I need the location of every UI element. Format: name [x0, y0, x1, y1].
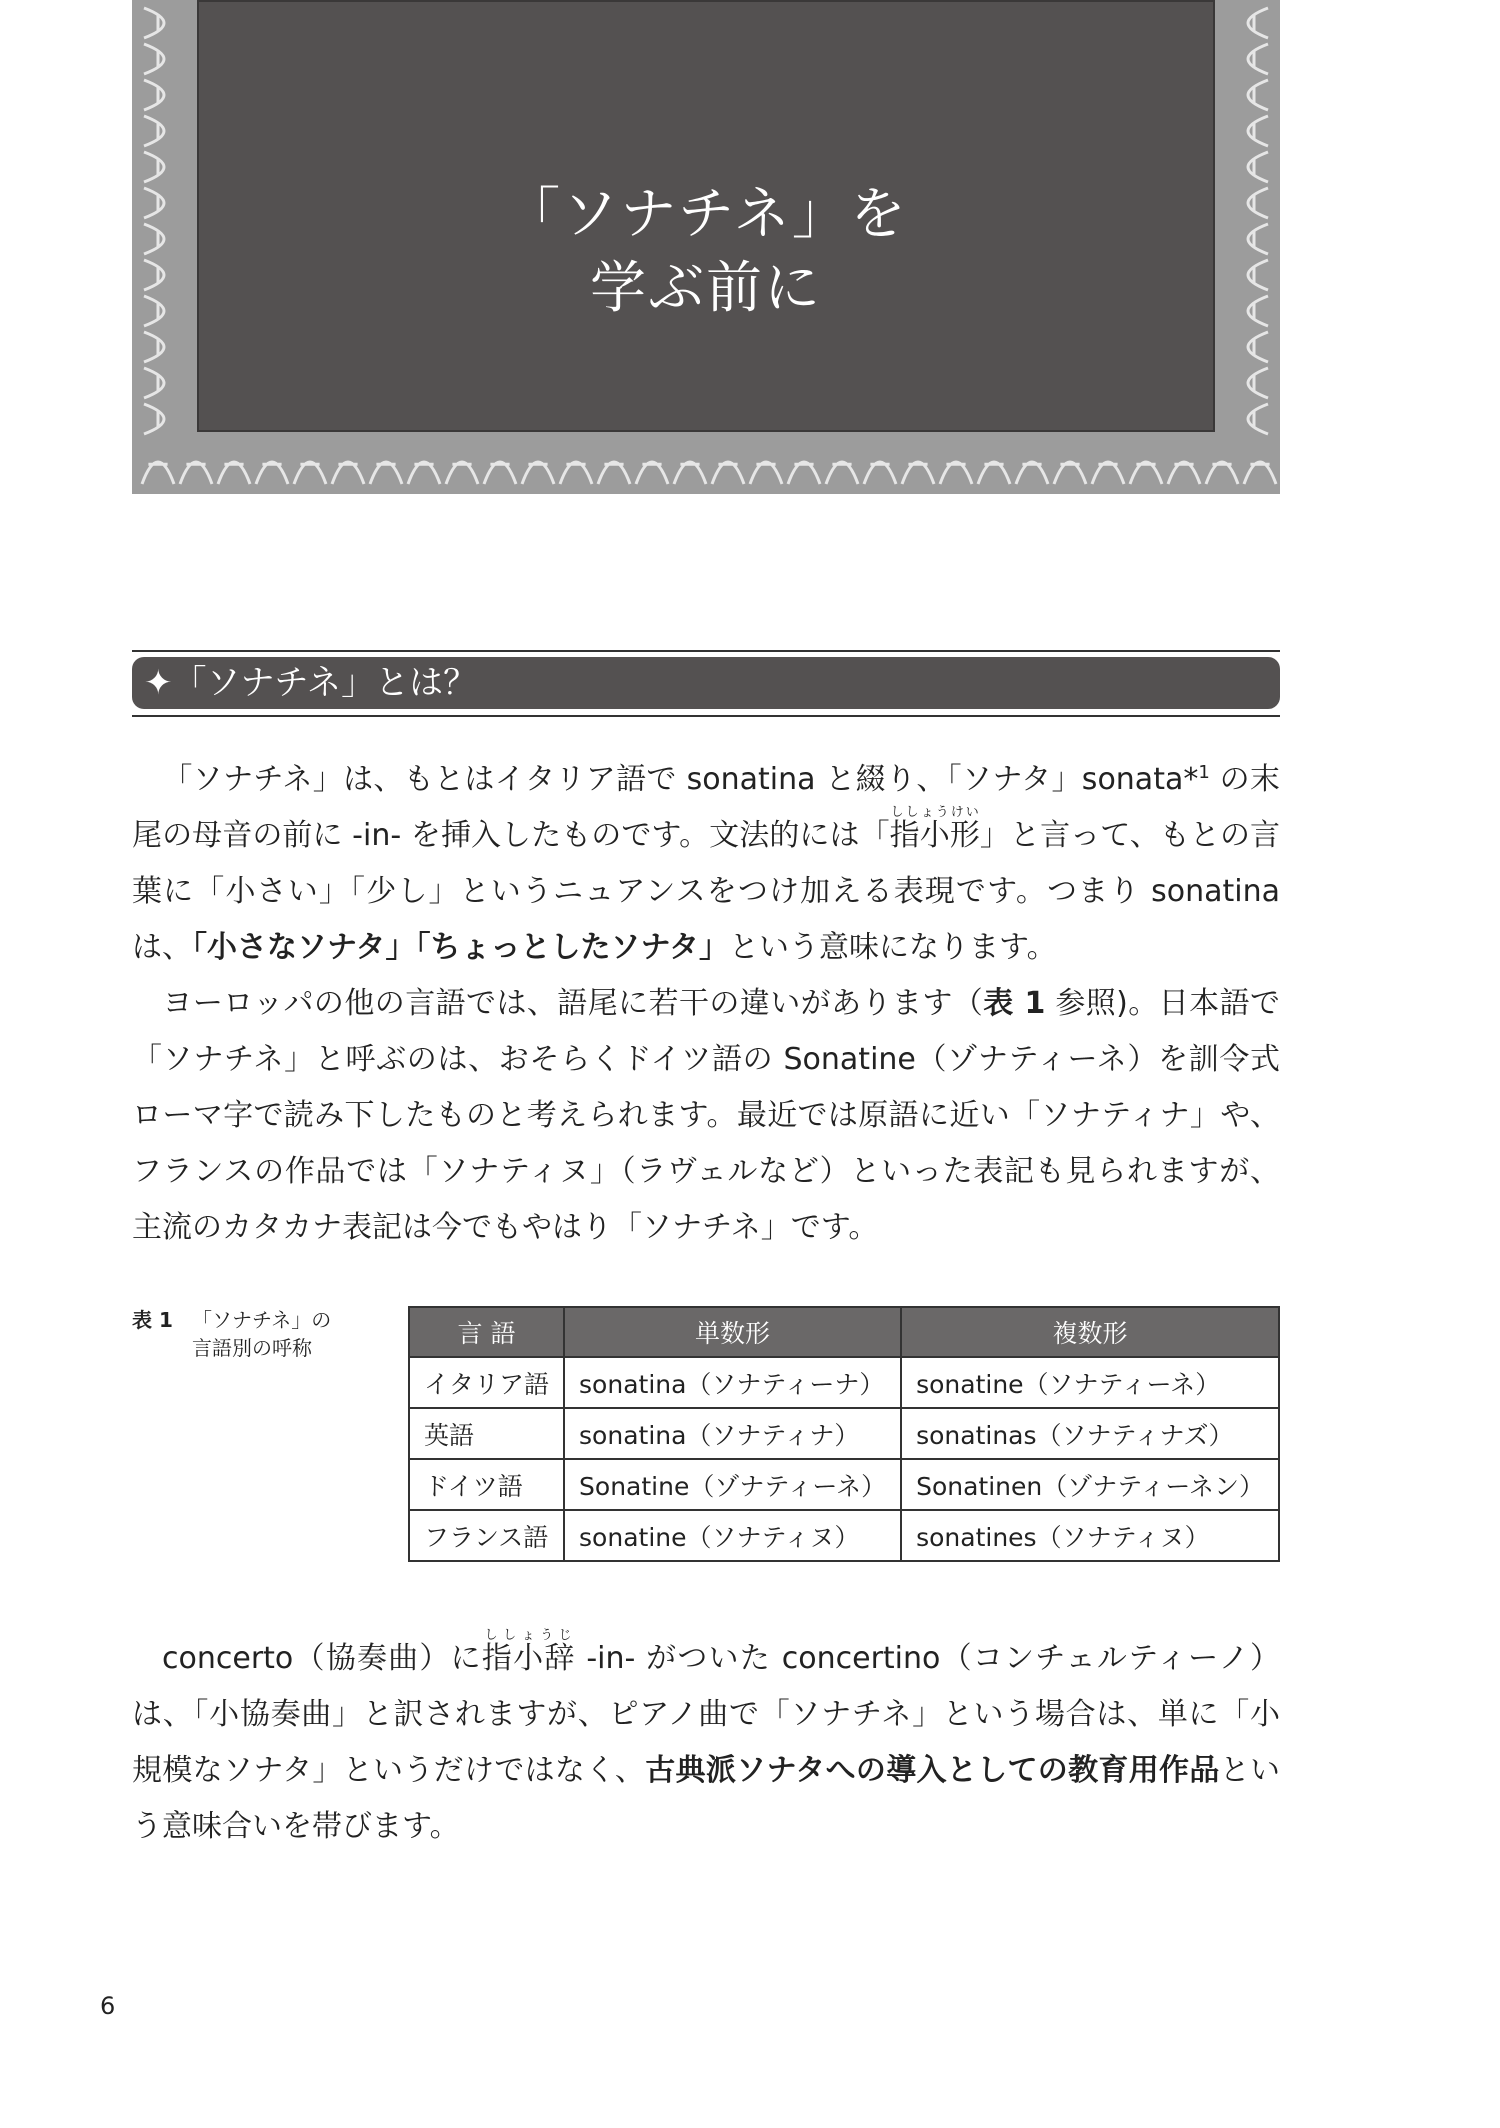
table-row: [409, 1459, 1279, 1510]
table-caption-label: 表 1: [132, 1308, 173, 1332]
section-rule-top: [132, 650, 1280, 652]
cell-language: 英語: [409, 1408, 564, 1459]
table-row: [409, 1408, 1279, 1459]
table-header-row: [409, 1307, 1279, 1357]
sparkle-icon: ✦: [144, 663, 173, 703]
p1-text-1: 「ソナチネ」は、もとはイタリア語で sonatina と綴り、「ソナタ」sonata*: [162, 762, 1199, 797]
p2-text-1: ヨーロッパの他の言語では、語尾に若干の違いがあります（: [162, 986, 984, 1021]
cell-singular: sonatina（ソナティーナ）: [564, 1357, 901, 1408]
chapter-title-line1: 「ソナチネ」を: [504, 182, 908, 247]
cell-language: フランス語: [409, 1510, 564, 1561]
banner-panel: [197, 0, 1215, 432]
paragraph-1: [132, 752, 1280, 976]
footnote-marker: 1: [1198, 762, 1210, 783]
table-row: [409, 1357, 1279, 1408]
chapter-title-line2: 学ぶ前に: [590, 256, 822, 321]
cell-singular: Sonatine（ゾナティーネ）: [564, 1459, 901, 1510]
p3-text-3: という意味合いを帯びます。: [132, 1753, 1281, 1844]
section-heading-bar: [132, 657, 1280, 709]
page-number: 6: [100, 1992, 116, 2020]
section-heading: 「ソナチネ」とは？: [172, 663, 478, 703]
section-rule-bottom: [132, 715, 1280, 717]
table-caption: [132, 1306, 362, 1362]
cell-language: ドイツ語: [409, 1459, 564, 1510]
cell-singular: sonatina（ソナティナ）: [564, 1408, 901, 1459]
p1-text-2: の末尾の母音の前に -in- を挿入したものです。文法的には「: [132, 762, 1280, 853]
cell-plural: sonatines（ソナティヌ）: [901, 1510, 1279, 1561]
paragraph-2: [132, 976, 1280, 1256]
cell-plural: Sonatinen（ゾナティーネン）: [901, 1459, 1279, 1510]
table-row: [409, 1510, 1279, 1561]
paragraph-3: [132, 1628, 1280, 1855]
p1-bold: 「小さなソナタ」「ちょっとしたソナタ」: [192, 930, 729, 965]
header-language: 言 語: [409, 1307, 564, 1357]
p2-table-ref: 表 1: [983, 986, 1046, 1021]
chapter-banner: [132, 0, 1280, 494]
p3-text-1: concerto（協奏曲）に: [162, 1641, 482, 1676]
p3-text-2: -in- がついた concertino（コンチェルティーノ）は、「小協奏曲」と訳されますが、ピアノ曲で「ソナチネ」という場合は、単に「小規模なソナタ」というだけではなく、: [132, 1641, 1281, 1788]
chapter-title: [197, 178, 1215, 326]
ruby-shishouji: 指小辞ししょうじ: [481, 1628, 576, 1676]
header-singular: 単数形: [564, 1307, 901, 1357]
cell-language: イタリア語: [409, 1357, 564, 1408]
cell-plural: sonatine（ソナティーネ）: [901, 1357, 1279, 1408]
p2-text-2: 参照)。日本語で「ソナチネ」と呼ぶのは、おそらくドイツ語の Sonatine（ゾナティーネ）を訓令式ローマ字で読み下したものと考えられます。最近では原語に近い「ソナティナ」や、フランスの作品では「ソナティヌ」（ラヴェルなど）といった表記も見られますが、主流のカタカナ表記は今でもやはり「ソナチネ」です。: [132, 986, 1280, 1245]
ruby-shishoukei: 指小形ししょうけい: [889, 805, 980, 853]
cell-singular: sonatine（ソナティヌ）: [564, 1510, 901, 1561]
p1-text-3: 」と言って、もとの言葉に「小さい」「少し」というニュアンスをつけ加える表現です。つまり sonatina は、: [132, 818, 1281, 965]
header-plural: 複数形: [901, 1307, 1279, 1357]
p3-bold: 古典派ソナタへの導入としての教育用作品: [645, 1753, 1220, 1788]
p1-text-4: という意味になります。: [729, 930, 1057, 965]
language-table: [408, 1306, 1280, 1562]
cell-plural: sonatinas（ソナティナズ）: [901, 1408, 1279, 1459]
table-caption-text: 「ソナチネ」の言語別の呼称: [192, 1308, 332, 1360]
